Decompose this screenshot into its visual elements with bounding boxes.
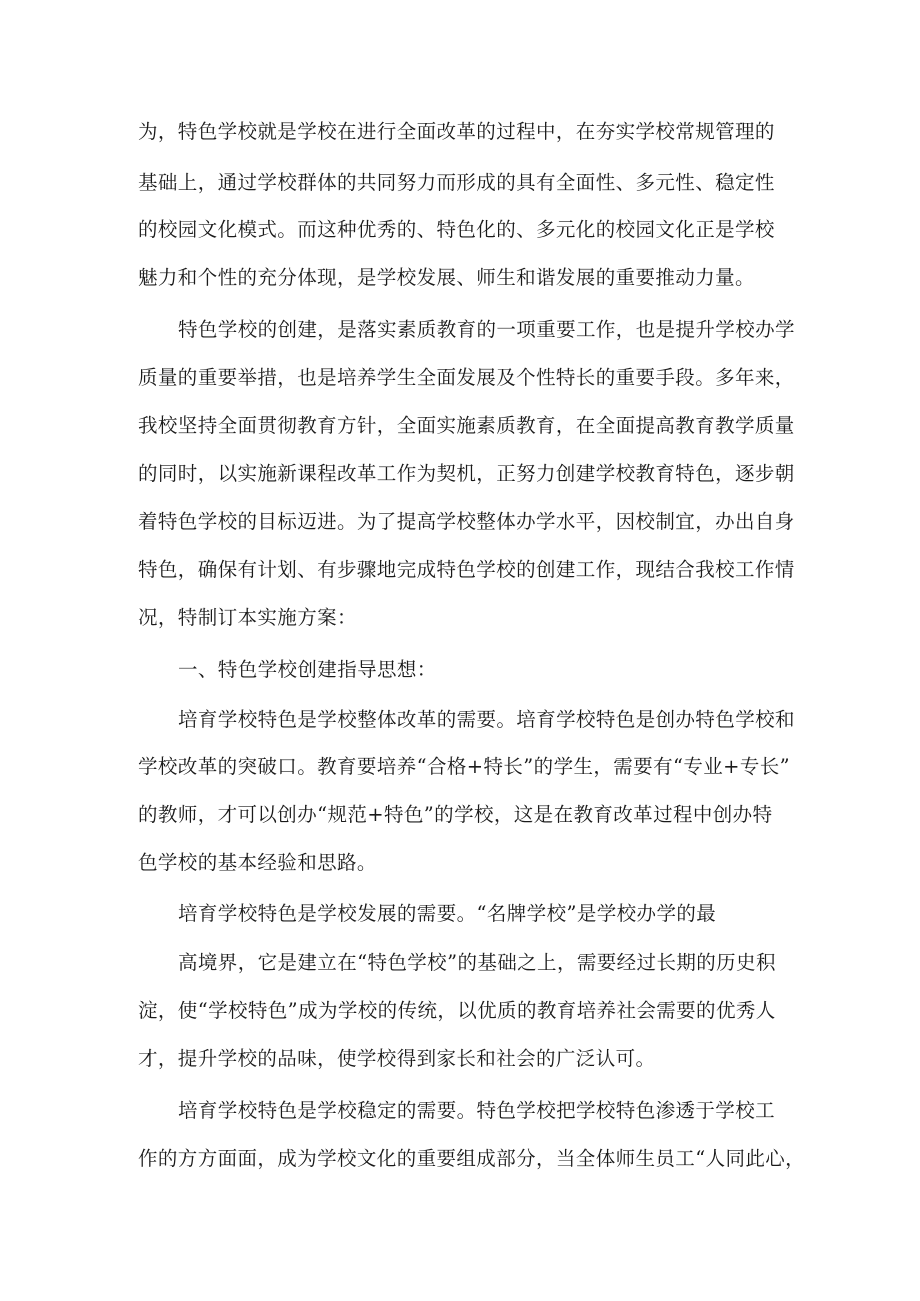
text-line: 为，特色学校就是学校在进行全面改革的过程中，在夯实学校常规管理的 bbox=[138, 120, 775, 143]
text-line: 的教师，才可以创办“规范+特色”的学校，这是在教育改革过程中创办特 bbox=[138, 803, 773, 826]
text-line: 的同时，以实施新课程改革工作为契机，正努力创建学校教育特色，逐步朝 bbox=[138, 462, 795, 485]
text-line: 基础上，通过学校群体的共同努力而形成的具有全面性、多元性、稳定性 bbox=[138, 171, 775, 194]
text-line: 色学校的基本经验和思路。 bbox=[138, 851, 377, 874]
text-line: 高境界，它是建立在“特色学校”的基础之上，需要经过长期的历史积 bbox=[178, 951, 776, 974]
paragraph-start-line: 培育学校特色是学校稳定的需要。特色学校把学校特色渗透于学校工 bbox=[178, 1099, 776, 1122]
text-line: 淀，使“学校特色”成为学校的传统，以优质的教育培养社会需要的优秀人 bbox=[138, 999, 776, 1022]
text-line: 学校改革的突破口。教育要培养“合格+特长”的学生，需要有“专业+专长” bbox=[138, 755, 791, 778]
paragraph-start-line: 培育学校特色是学校发展的需要。“名牌学校”是学校办学的最 bbox=[178, 902, 717, 925]
text-line: 我校坚持全面贯彻教育方针，全面实施素质教育，在全面提高教育教学质量 bbox=[138, 414, 795, 437]
text-line: 着特色学校的目标迈进。为了提高学校整体办学水平，因校制宜，办出自身 bbox=[138, 510, 795, 533]
text-line: 特色，确保有计划、有步骤地完成特色学校的创建工作，现结合我校工作情 bbox=[138, 558, 795, 581]
section-heading: 一、特色学校创建指导思想： bbox=[178, 658, 437, 681]
text-line: 作的方方面面，成为学校文化的重要组成部分，当全体师生员工“人同此心， bbox=[138, 1147, 806, 1170]
text-line: 魅力和个性的充分体现，是学校发展、师生和谐发展的重要推动力量。 bbox=[138, 266, 755, 289]
paragraph-start-line: 特色学校的创建，是落实素质教育的一项重要工作，也是提升学校办学 bbox=[178, 318, 795, 341]
text-line: 的校园文化模式。而这种优秀的、特色化的、多元化的校园文化正是学校 bbox=[138, 218, 775, 241]
text-line: 质量的重要举措，也是培养学生全面发展及个性特长的重要手段。多年来， bbox=[138, 366, 795, 389]
text-line: 况，特制订本实施方案： bbox=[138, 606, 357, 629]
paragraph-start-line: 培育学校特色是学校整体改革的需要。培育学校特色是创办特色学校和 bbox=[178, 708, 795, 731]
text-line: 才，提升学校的品味，使学校得到家长和社会的广泛认可。 bbox=[138, 1047, 656, 1070]
